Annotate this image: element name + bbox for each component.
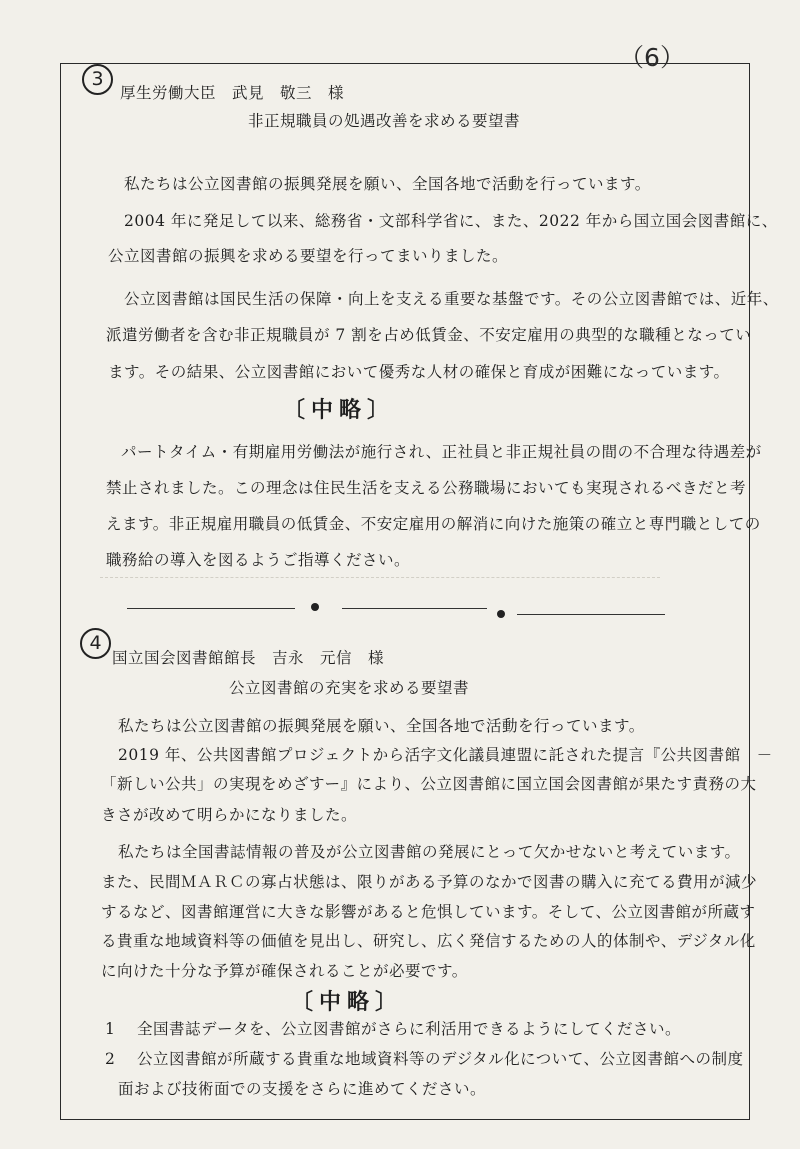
section-4-line: 2019 年、公共図書館プロジェクトから活字文化議員連盟に託された提言『公共図書館 － (118, 746, 773, 764)
section-4-marker: 4 (80, 628, 111, 659)
list-item-text: 全国書誌データを、公立図書館がさらに利活用できるようにしてください。 (137, 1020, 682, 1038)
page-number: （6） (619, 43, 685, 72)
section-3-line: 2004 年に発足して以来、総務省・文部科学省に、また、2022 年から国立国会図書館に、 (124, 212, 778, 230)
list-item-number: 1 (105, 1020, 116, 1038)
section-3-line: 公立図書館は国民生活の保障・向上を支える重要な基盤です。その公立図書館では、近年、 (124, 290, 779, 308)
section-4-line: 私たちは全国書誌情報の普及が公立図書館の発展にとって欠かせないと考えています。 (118, 843, 741, 861)
bleed-through-line (100, 577, 660, 578)
separator-line (517, 614, 665, 615)
list-item-text: 公立図書館が所蔵する貴重な地域資料等のデジタル化について、公立図書館への制度 (137, 1050, 744, 1068)
section-3-line: 私たちは公立図書館の振興発展を願い、全国各地で活動を行っています。 (124, 175, 651, 193)
section-4-line: る貴重な地域資料等の価値を見出し、研究し、広く発信するための人的体制や、デジタル化 (101, 932, 756, 950)
section-4-addressee: 国立国会図書館館長 吉永 元信 様 (112, 649, 385, 667)
separator-line (342, 608, 487, 609)
section-3-omission-mark: 〔中略〕 (283, 398, 396, 423)
section-3-line: 職務給の導入を図るようご指導ください。 (106, 551, 411, 569)
section-3-line: 派遣労働者を含む非正規職員が 7 割を占め低賃金、不安定雇用の典型的な職種となってい (106, 326, 752, 344)
section-3-line: パートタイム・有期雇用労働法が施行され、正社員と非正規社員の間の不合理な待遇差が (121, 443, 762, 461)
section-3-line: 禁止されました。この理念は住民生活を支える公務職場においても実現されるべきだと考 (106, 479, 747, 497)
list-item-number: 2 (105, 1050, 116, 1068)
separator-dot (311, 603, 319, 611)
section-4-line: きさが改めて明らかになりました。 (101, 806, 358, 824)
section-4-line: 私たちは公立図書館の振興発展を願い、全国各地で活動を行っています。 (118, 717, 645, 735)
separator-line (127, 608, 295, 609)
section-3-addressee: 厚生労働大臣 武見 敬三 様 (120, 84, 345, 102)
list-item-continuation: 面および技術面での支援をさらに進めてください。 (118, 1080, 487, 1098)
section-4-title: 公立図書館の充実を求める要望書 (229, 679, 470, 697)
section-4-line: 「新しい公共」の実現をめざすー』により、公立図書館に国立国会図書館が果たす責務の大 (101, 775, 757, 793)
section-3-marker: 3 (82, 64, 113, 95)
section-4-line: また、民間ＭＡＲＣの寡占状態は、限りがある予算のなかで図書の購入に充てる費用が減少 (101, 873, 758, 891)
section-3-line: 公立図書館の振興を求める要望を行ってまいりました。 (108, 247, 509, 265)
section-4-omission-mark: 〔中略〕 (291, 990, 404, 1015)
section-3-title: 非正規職員の処遇改善を求める要望書 (248, 112, 521, 130)
separator-dot (497, 610, 505, 618)
section-4-line: するなど、図書館運営に大きな影響があると危惧しています。そして、公立図書館が所蔵す (101, 903, 756, 921)
section-3-line: ます。その結果、公立図書館において優秀な人材の確保と育成が困難になっています。 (108, 363, 730, 381)
section-3-line: えます。非正規雇用職員の低賃金、不安定雇用の解消に向けた施策の確立と専門職としての (106, 515, 761, 533)
section-4-line: に向けた十分な予算が確保されることが必要です。 (101, 962, 468, 980)
